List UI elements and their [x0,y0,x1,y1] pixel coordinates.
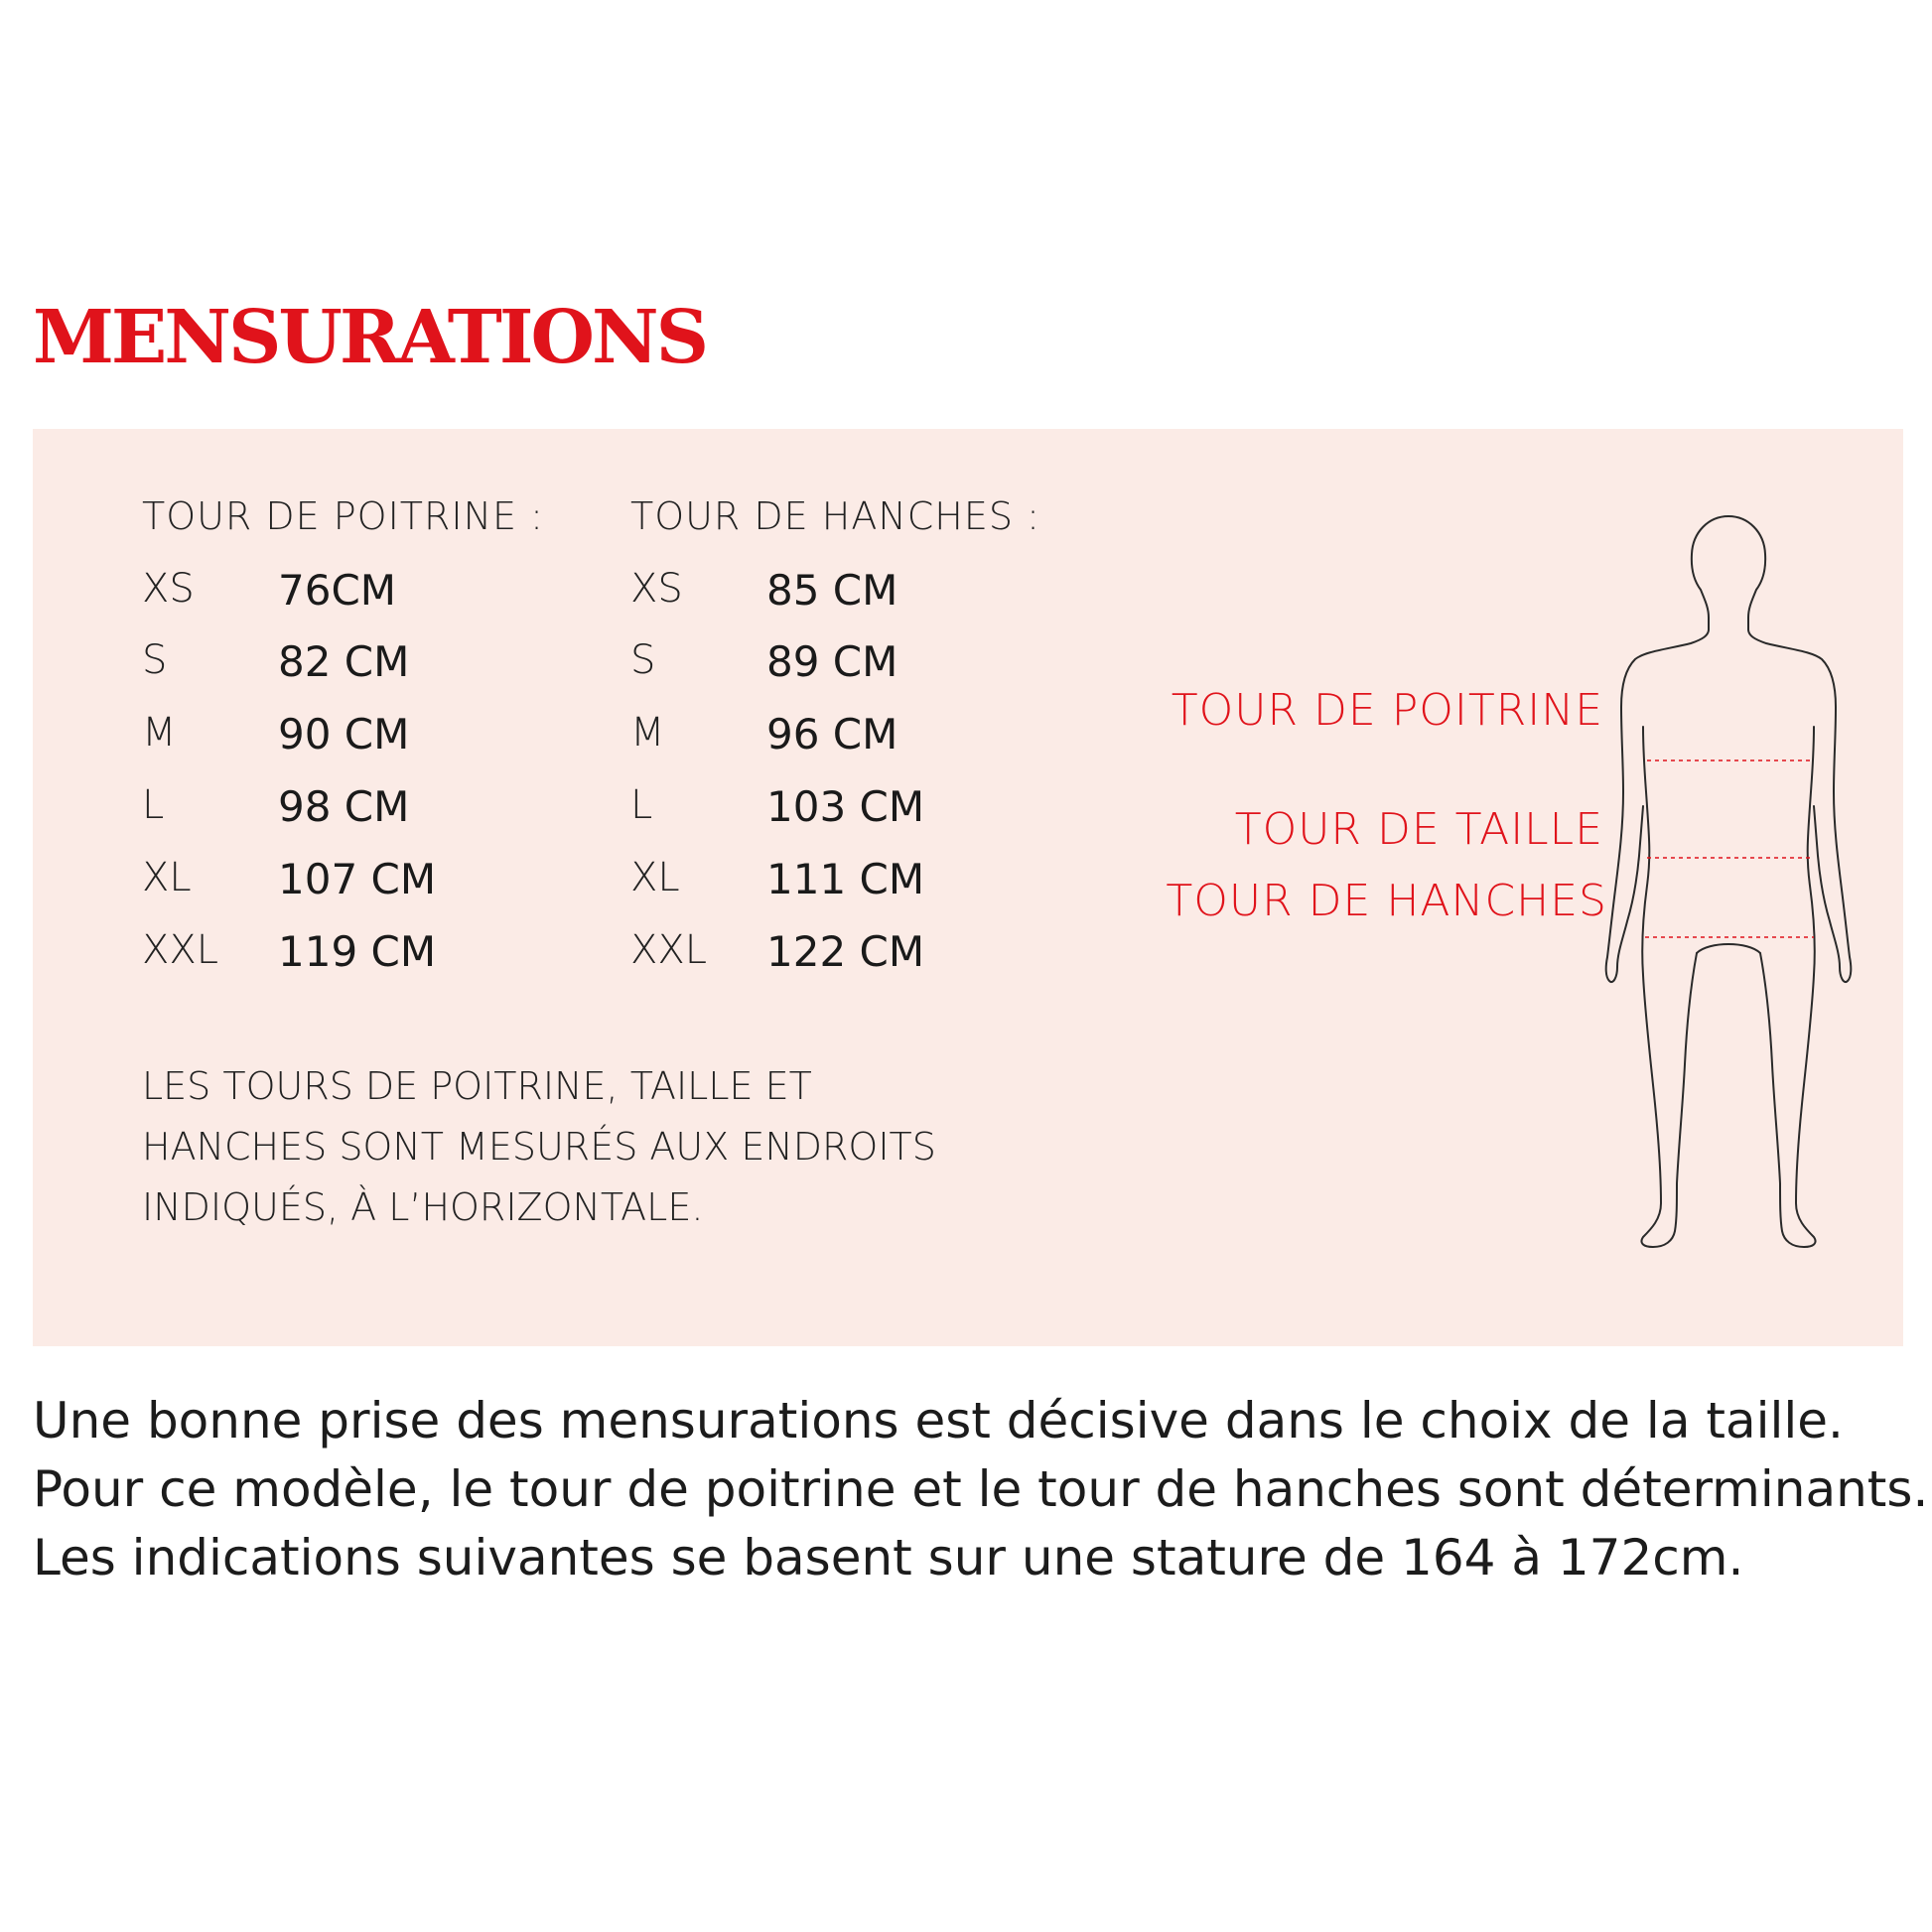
right-leg-outline [1760,727,1816,1247]
size-value: 122 CM [766,927,925,976]
footer-line: Pour ce modèle, le tour de poitrine et le tour de hanches sont déterminants. [33,1460,1929,1518]
size-value: 90 CM [278,710,410,759]
chest-header: TOUR DE POITRINE : [142,494,544,538]
size-label: XS [630,566,683,612]
footer-line: Les indications suivantes se basent sur une stature de 164 à 172cm. [33,1529,1744,1587]
size-value: 96 CM [766,710,898,759]
size-label: L [630,782,653,828]
page-title: MENSURATIONS [33,295,707,380]
size-label: XXL [630,927,708,973]
size-value: 98 CM [278,782,410,831]
waist-zone-label: TOUR DE TAILLE [1234,804,1603,855]
hips-zone-label: TOUR DE HANCHES [1166,876,1607,926]
chest-zone-label: TOUR DE POITRINE [1171,685,1603,736]
footer-text [33,1387,1928,1592]
body-figure-illustration [1582,508,1879,1263]
size-label: M [630,710,665,756]
footer-line: Une bonne prise des mensurations est décisive dans le choix de la taille. [33,1392,1844,1449]
size-label: XXL [142,927,219,973]
measurements-panel [33,429,1903,1346]
left-leg-outline [1641,727,1697,1247]
note-line: INDIQUÉS, À L’HORIZONTALE. [142,1185,704,1229]
size-label: XL [630,855,680,900]
size-label: M [142,710,177,756]
size-value: 89 CM [766,637,898,686]
body-outline-left [1606,516,1728,982]
size-value: 119 CM [278,927,437,976]
size-label: XL [142,855,192,900]
size-label: XS [142,566,195,612]
crotch-outline [1697,944,1760,953]
note-line: HANCHES SONT MESURÉS AUX ENDROITS [142,1125,936,1169]
size-label: S [630,637,656,683]
body-outline-right [1728,516,1851,982]
size-label: S [142,637,168,683]
size-value: 111 CM [766,855,925,903]
size-value: 103 CM [766,782,925,831]
size-value: 107 CM [278,855,437,903]
note-line: LES TOURS DE POITRINE, TAILLE ET [142,1064,812,1108]
measurement-note [142,1056,936,1238]
size-value: 76CM [278,566,397,615]
size-value: 85 CM [766,566,898,615]
hips-header: TOUR DE HANCHES : [630,494,1040,538]
size-value: 82 CM [278,637,410,686]
size-label: L [142,782,165,828]
